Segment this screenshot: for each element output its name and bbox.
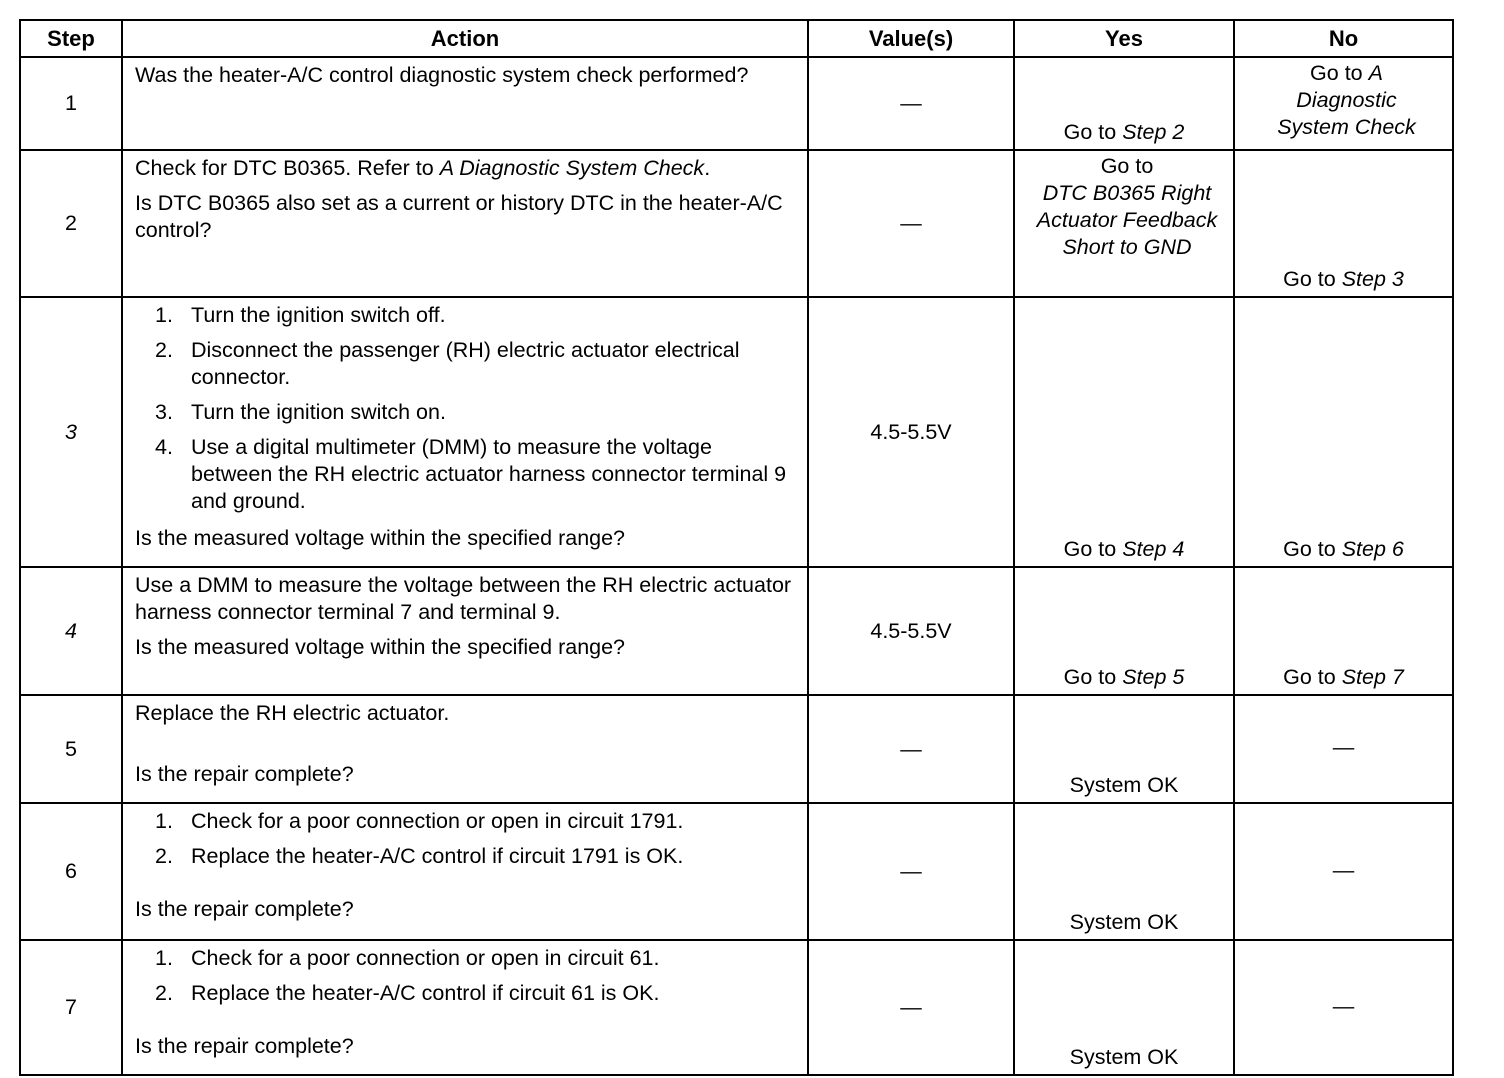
action-question: Is the repair complete? xyxy=(135,1034,354,1058)
step-number: 3 xyxy=(20,297,122,567)
no-cell: — xyxy=(1234,940,1453,1075)
list-item: 4. Use a digital multimeter (DMM) to measure the voltage between the RH electric actuator harness connector terminal 9 and ground. xyxy=(155,435,787,513)
list-item: 2. Replace the heater-A/C control if circuit 61 is OK. xyxy=(155,981,660,1005)
table-row xyxy=(20,297,1453,567)
no-prefix: Go to xyxy=(1283,665,1342,689)
header-no: No xyxy=(1234,20,1453,57)
action-cell xyxy=(122,297,808,567)
no-prefix: Go to xyxy=(1283,537,1342,561)
procedure-list xyxy=(135,945,797,1007)
table-row xyxy=(20,57,1453,150)
yes-cell xyxy=(1014,297,1234,567)
action-cell xyxy=(122,150,808,297)
yes-link: Step 4 xyxy=(1122,537,1185,561)
no-cell: — xyxy=(1234,803,1453,940)
yes-prefix: Go to xyxy=(1100,154,1154,178)
table-row xyxy=(20,803,1453,940)
action-cell xyxy=(122,695,808,803)
action-question: Is the measured voltage within the specified range? xyxy=(135,526,626,550)
step-number: 4 xyxy=(20,567,122,695)
list-item: 2. Disconnect the passenger (RH) electric actuator electrical connector. xyxy=(155,338,740,389)
action-question: Is the measured voltage within the specified range? xyxy=(135,635,626,659)
no-cell xyxy=(1234,297,1453,567)
value-cell: — xyxy=(808,695,1014,803)
action-text-end: . xyxy=(704,156,711,180)
list-item: 1. Check for a poor connection or open in circuit 61. xyxy=(155,946,660,970)
action-text xyxy=(135,155,797,182)
list-item: 3. Turn the ignition switch on. xyxy=(155,400,446,424)
action-question: Is the repair complete? xyxy=(135,897,354,921)
value-cell: — xyxy=(808,57,1014,150)
step-number: 2 xyxy=(20,150,122,297)
yes-link: Step 2 xyxy=(1122,120,1185,144)
yes-prefix: Go to xyxy=(1063,665,1123,689)
no-cell xyxy=(1234,150,1453,297)
list-item: 1. Turn the ignition switch off. xyxy=(155,303,446,327)
header-values: Value(s) xyxy=(808,20,1014,57)
no-cell xyxy=(1234,567,1453,695)
action-text-italic: A Diagnostic System Check xyxy=(439,156,705,180)
yes-cell xyxy=(1014,567,1234,695)
action-text: Replace the RH electric actuator. xyxy=(135,701,450,725)
action-cell xyxy=(122,803,808,940)
yes-prefix: Go to xyxy=(1063,537,1123,561)
no-link: A Diagnostic System Check xyxy=(1277,61,1416,139)
action-text: Use a DMM to measure the voltage between the RH electric actuator harness connector terminal 7 and terminal 9. xyxy=(135,573,792,624)
no-link: Step 7 xyxy=(1341,665,1404,689)
yes-cell xyxy=(1014,150,1234,297)
list-item: 1. Check for a poor connection or open in circuit 1791. xyxy=(155,809,684,833)
action-text: Was the heater-A/C control diagnostic system check performed? xyxy=(135,63,749,87)
action-cell xyxy=(122,57,808,150)
yes-cell: System OK xyxy=(1014,695,1234,803)
header-row xyxy=(20,20,1453,57)
table-row xyxy=(20,567,1453,695)
no-prefix: Go to xyxy=(1310,61,1369,85)
value-cell: — xyxy=(808,940,1014,1075)
no-prefix: Go to xyxy=(1283,267,1342,291)
diagnostic-table xyxy=(19,19,1454,1076)
value-cell: — xyxy=(808,150,1014,297)
no-link: Step 3 xyxy=(1341,267,1404,291)
yes-prefix: Go to xyxy=(1063,120,1123,144)
yes-link: Step 5 xyxy=(1122,665,1185,689)
step-number: 1 xyxy=(20,57,122,150)
action-question: Is DTC B0365 also set as a current or history DTC in the heater-A/C control? xyxy=(135,191,783,242)
table-row xyxy=(20,150,1453,297)
no-link: Step 6 xyxy=(1341,537,1404,561)
table-row xyxy=(20,940,1453,1075)
action-cell xyxy=(122,567,808,695)
step-number: 6 xyxy=(20,803,122,940)
value-cell: 4.5-5.5V xyxy=(808,297,1014,567)
yes-link: DTC B0365 Right Actuator Feedback Short to GND xyxy=(1036,181,1218,259)
yes-cell: System OK xyxy=(1014,803,1234,940)
procedure-list xyxy=(135,808,797,870)
action-question: Is the repair complete? xyxy=(135,762,354,786)
yes-cell: System OK xyxy=(1014,940,1234,1075)
header-step: Step xyxy=(20,20,122,57)
yes-cell xyxy=(1014,57,1234,150)
step-number: 7 xyxy=(20,940,122,1075)
step-number: 5 xyxy=(20,695,122,803)
header-yes: Yes xyxy=(1014,20,1234,57)
table-row xyxy=(20,695,1453,803)
no-cell xyxy=(1234,57,1453,150)
value-cell: — xyxy=(808,803,1014,940)
list-item: 2. Replace the heater-A/C control if circuit 1791 is OK. xyxy=(155,844,684,868)
value-cell: 4.5-5.5V xyxy=(808,567,1014,695)
procedure-list xyxy=(135,302,797,515)
action-text-a: Check for DTC B0365. Refer to xyxy=(135,156,440,180)
action-cell xyxy=(122,940,808,1075)
header-action: Action xyxy=(122,20,808,57)
no-cell: — xyxy=(1234,695,1453,803)
